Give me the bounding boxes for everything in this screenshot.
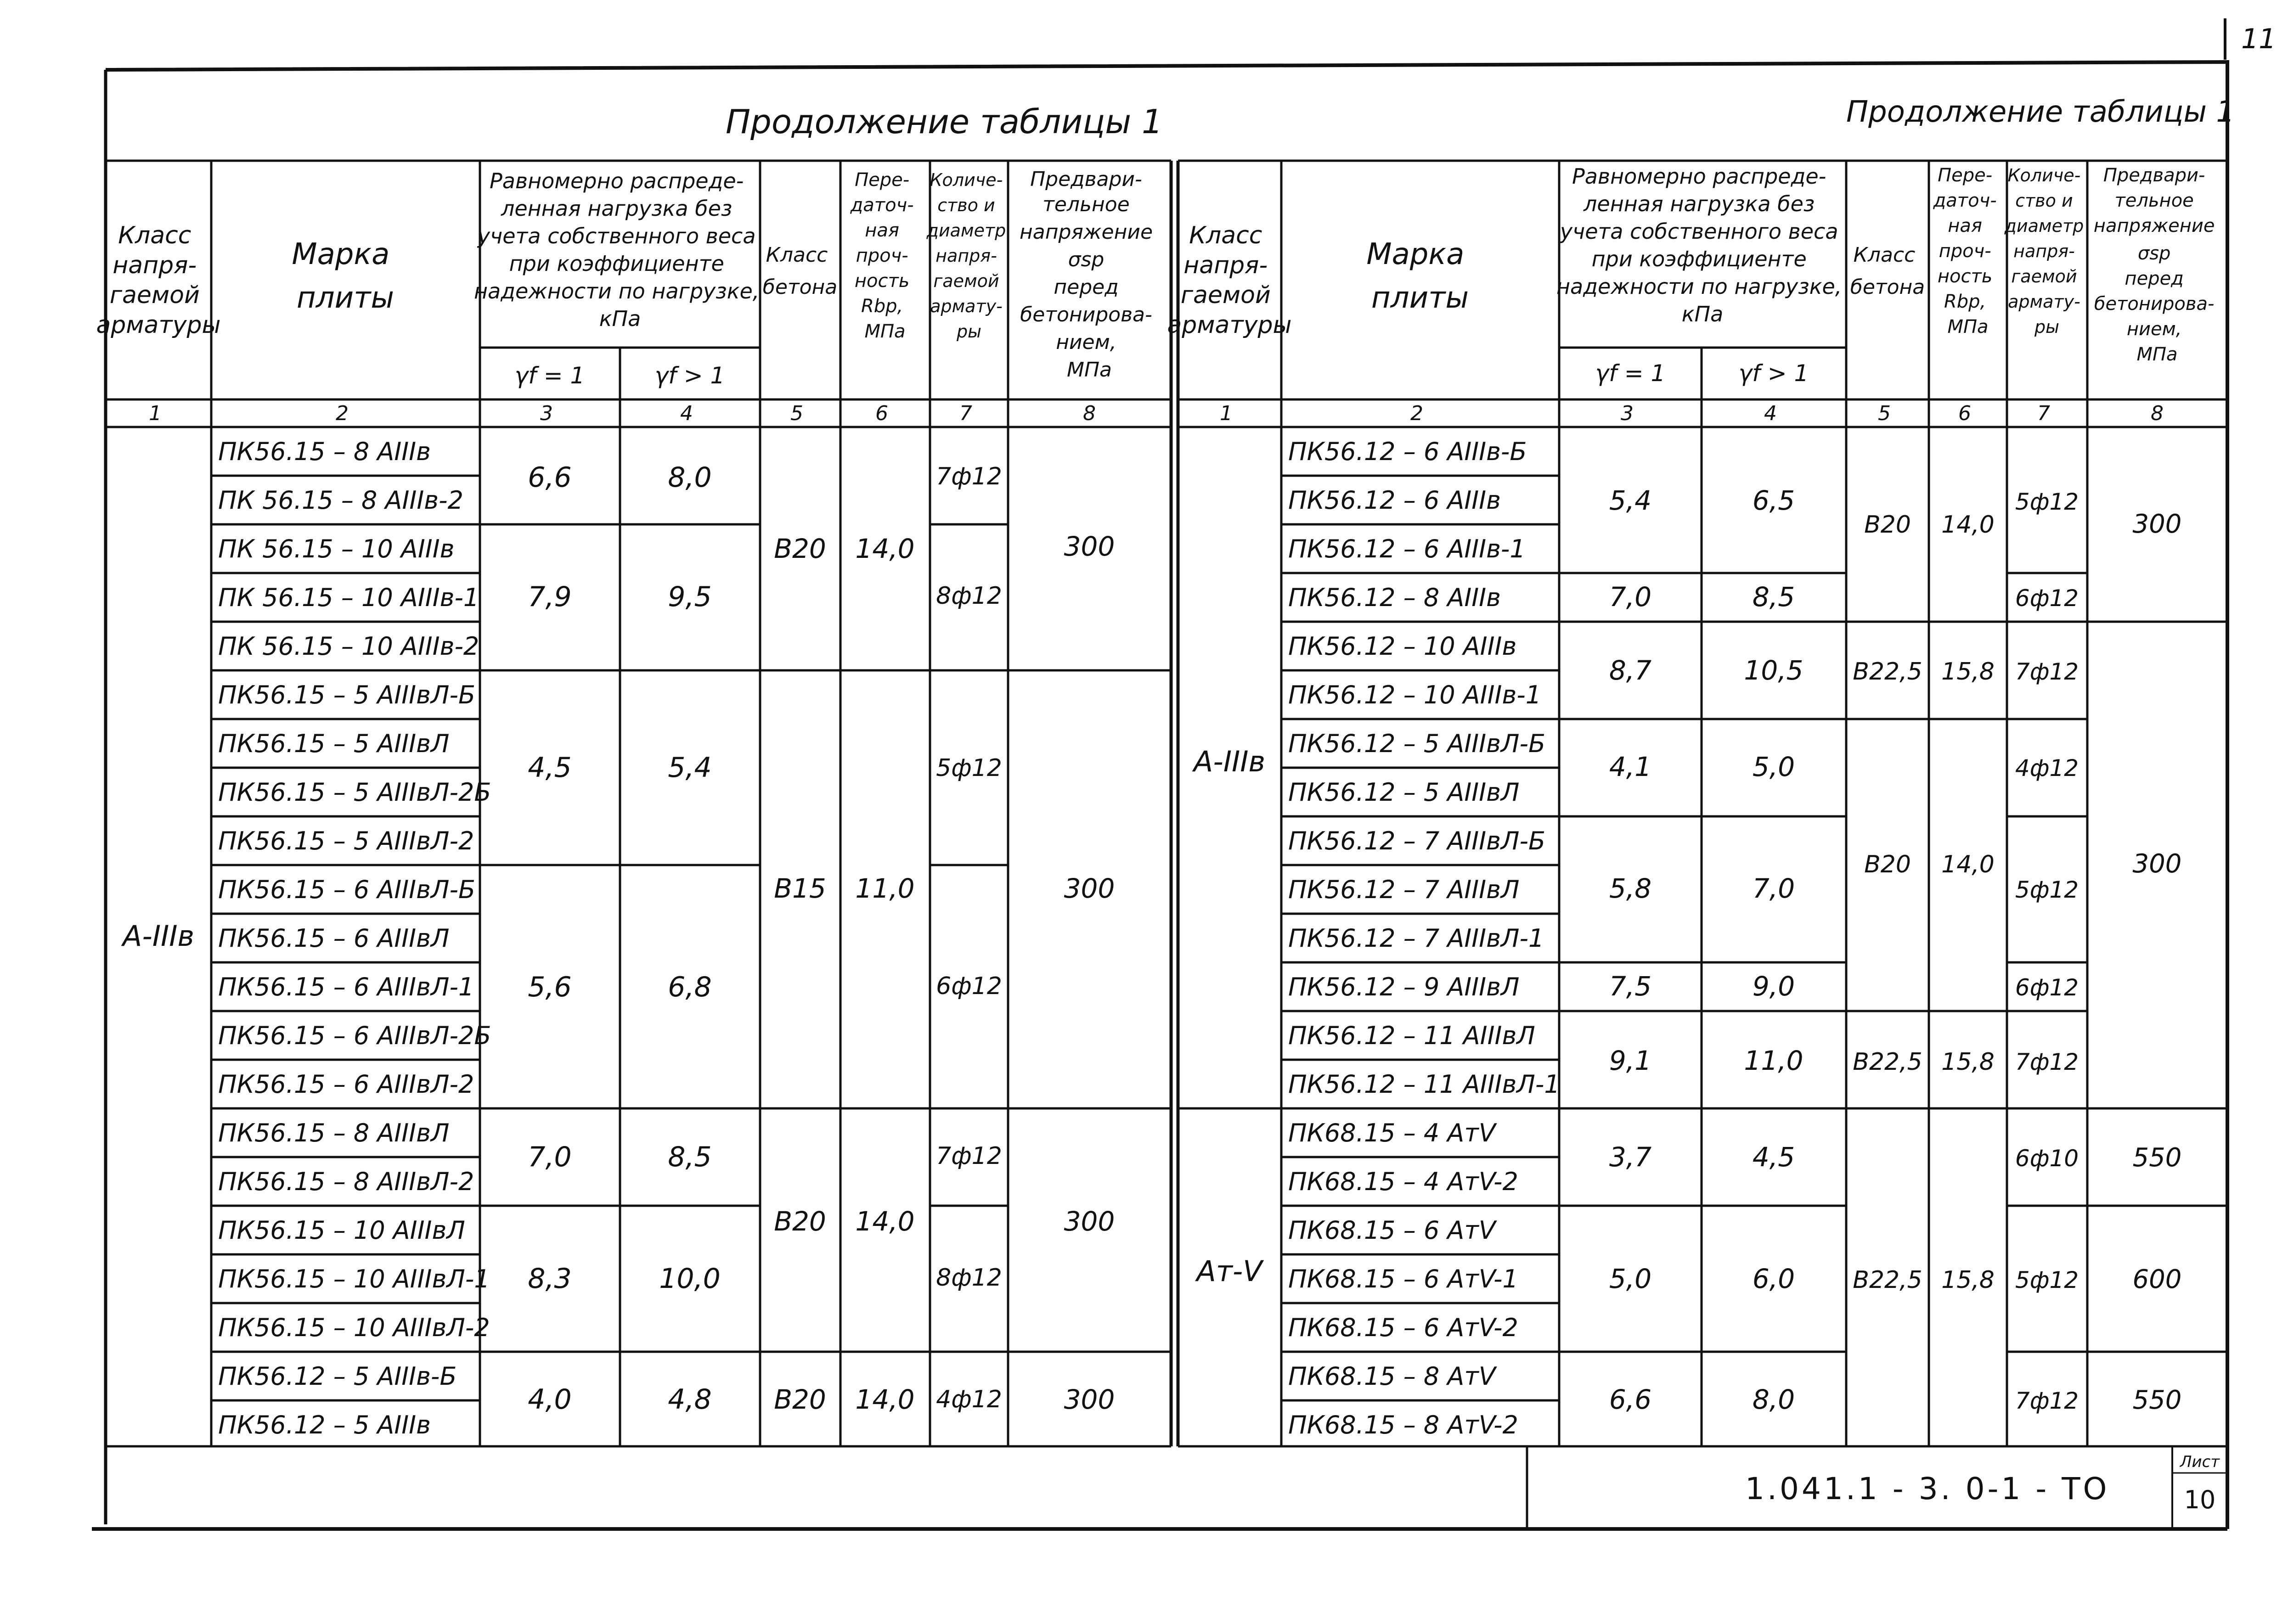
hdr-stress-line: перед: [1054, 275, 1119, 299]
hdr-strength-line: Rbp,: [861, 296, 903, 317]
load-g1-cell: 5,0: [1609, 1263, 1652, 1294]
svg-text:Равномерно распреде- лен: [1556, 164, 1848, 326]
mark-cell: ПК56.15 – 8 АIIIвЛ: [218, 1118, 450, 1147]
load-g2-cell: 5,0: [1752, 751, 1795, 782]
concrete-cell: В20: [1864, 511, 1911, 539]
col-num: 1: [149, 402, 162, 425]
mark-cell: ПК56.15 – 6 АIIIвЛ-1: [218, 972, 474, 1001]
mark-cell: ПК 56.15 – 10 АIIIв: [218, 534, 455, 563]
stress-cell: 300: [1064, 1384, 1115, 1415]
rebar-cell: 7ф12: [2015, 1388, 2079, 1414]
hdr-gamma-1: γf = 1: [514, 362, 585, 389]
strength-cell: 14,0: [855, 533, 915, 564]
concrete-cell: В22,5: [1853, 1048, 1922, 1076]
hdr-strength-line: даточ-: [850, 195, 914, 216]
strength-cell: 14,0: [1941, 511, 1995, 539]
rebar-cell: 6ф12: [2015, 974, 2079, 1001]
mark-cell: ПК68.15 – 4 АтV: [1288, 1118, 1496, 1147]
col-num: 8: [2151, 402, 2164, 425]
mark-cell: ПК68.15 – 6 АтV: [1288, 1216, 1496, 1245]
concrete-cell: В22,5: [1853, 658, 1922, 686]
rebar-cell: 6ф10: [2015, 1145, 2079, 1172]
load-g2-cell: 6,0: [1752, 1263, 1795, 1294]
hdr-gamma-gt1: γf > 1: [654, 362, 725, 389]
mark-cell: ПК56.12 – 10 АIIIв-1: [1288, 680, 1542, 709]
mark-cell: ПК56.12 – 5 АIIIвЛ-Б: [1288, 729, 1546, 758]
svg-text:Класс напря- гаемо: [96, 222, 220, 339]
hdr-strength-line: ная: [865, 220, 900, 241]
stress-cell: 300: [1064, 873, 1115, 904]
hdr-rebar-line: диаметр: [926, 220, 1006, 241]
hdr-gamma-gt1: γf > 1: [1738, 360, 1809, 387]
load-g1-cell: 6,6: [1609, 1384, 1652, 1415]
title-block: [1527, 1446, 2227, 1529]
concrete-cell: В20: [774, 1206, 826, 1237]
col-num: 4: [680, 402, 693, 425]
svg-text:ПК56.12 – 6 АIIIв-Б ПК56: [1288, 437, 1568, 1439]
svg-text:1 2 3 4: [149, 402, 1096, 425]
hdr-load-line: при коэффициенте: [509, 251, 724, 276]
hdr-rebar-line: армату-: [930, 296, 1003, 316]
sheet-label: Лист: [2180, 1453, 2220, 1471]
svg-text:Марка плиты: [292, 237, 399, 315]
svg-text:Марка плиты: [1366, 237, 1473, 315]
col-num: 6: [1958, 402, 1971, 425]
load-g2-cell: 11,0: [1744, 1045, 1803, 1076]
strength-cell: 15,8: [1941, 1266, 1995, 1294]
mark-cell: ПК56.12 – 5 АIIIвЛ: [1288, 778, 1520, 807]
svg-text:Количе- ство и диа: [2004, 165, 2090, 337]
hdr-mark-line: плиты: [1371, 281, 1469, 315]
load-g2-cell: 6,8: [668, 971, 712, 1003]
rebar-cell: 5ф12: [2015, 877, 2079, 903]
load-g1-cell: 6,6: [528, 461, 572, 494]
hdr-rebar-line: ство и: [2015, 191, 2073, 211]
hdr-stress-line: бетонирова-: [1020, 303, 1152, 326]
hdr-strength-line: ность: [1937, 266, 1993, 287]
rebar-cell: 4ф12: [2015, 755, 2079, 781]
stress-cell: 300: [1064, 531, 1115, 562]
mark-cell: ПК56.12 – 5 АIIIв-Б: [218, 1362, 457, 1391]
hdr-strength-line: МПа: [864, 321, 906, 342]
hdr-stress-line: Предвари-: [1030, 168, 1142, 191]
hdr-load-line: при коэффициенте: [1591, 247, 1807, 271]
col-num: 2: [1410, 402, 1423, 425]
mark-cell: ПК56.12 – 6 АIIIв-1: [1288, 534, 1526, 563]
hdr-stress-line: нием,: [2126, 319, 2182, 340]
continuation-title-left: Продолжение таблицы 1: [726, 102, 1163, 141]
svg-text:Предвари- тельное: [1020, 168, 1159, 382]
hdr-concrete-line: Класс: [766, 243, 828, 267]
rebar-cell: 7ф12: [2015, 658, 2079, 685]
hdr-stress-line: МПа: [2136, 344, 2178, 365]
hdr-stress-line: σsp: [1068, 248, 1105, 271]
hdr-class-line: напря-: [113, 252, 197, 279]
hdr-load-line: ленная нагрузка без: [1584, 191, 1815, 216]
mark-cell: ПК56.15 – 6 АIIIвЛ-2: [218, 1070, 474, 1099]
hdr-class-line: гаемой: [1180, 281, 1271, 309]
hdr-rebar-line: Количе-: [2007, 165, 2081, 185]
mark-cell: ПК68.15 – 8 АтV: [1288, 1362, 1496, 1391]
stress-cell: 300: [2132, 849, 2182, 879]
hdr-strength-line: Пере-: [1938, 165, 1993, 186]
load-g1-cell: 7,0: [528, 1141, 572, 1173]
svg-text:Класс бетона: [763, 243, 838, 299]
svg-text:ПК56.15 – 8 АIIIв ПК 56.: [218, 437, 499, 1439]
col-num: 1: [1220, 402, 1233, 425]
left-table-body: [121, 437, 1115, 1439]
load-g2-cell: 10,0: [659, 1263, 721, 1295]
mark-cell: ПК56.12 – 11 АIIIвЛ: [1288, 1021, 1535, 1050]
rebar-cell: 7ф12: [2015, 1049, 2079, 1075]
mark-cell: ПК56.12 – 9 АIIIвЛ: [1288, 972, 1520, 1001]
load-g1-cell: 5,4: [1609, 485, 1652, 516]
col-num: 3: [540, 402, 553, 425]
rebar-cell: 6ф12: [2015, 585, 2079, 612]
document-code: 1.041.1 - 3. 0-1 - ТО: [1745, 1471, 2110, 1506]
mark-cell: ПК56.12 – 7 АIIIвЛ-Б: [1288, 826, 1546, 855]
load-g1-cell: 4,1: [1609, 751, 1652, 782]
col-num: 8: [1083, 402, 1096, 425]
hdr-load-line: надежности по нагрузке,: [473, 279, 760, 303]
hdr-rebar-line: ры: [2034, 317, 2060, 337]
col-num: 7: [2037, 402, 2050, 425]
mark-cell: ПК56.12 – 11 АIIIвЛ-1: [1288, 1070, 1560, 1099]
load-g2-cell: 5,4: [668, 752, 712, 784]
stress-cell: 300: [1064, 1206, 1115, 1237]
hdr-rebar-line: напря-: [935, 246, 997, 266]
rebar-cell: 4ф12: [936, 1386, 1002, 1413]
hdr-strength-line: ность: [854, 270, 910, 292]
hdr-rebar-line: напря-: [2013, 241, 2075, 261]
svg-text:Количе- ство и диа: [926, 170, 1012, 342]
load-g2-cell: 10,5: [1744, 655, 1803, 686]
load-g1-cell: 3,7: [1609, 1141, 1652, 1173]
mark-cell: ПК56.15 – 8 АIIIв: [218, 437, 431, 466]
load-g2-cell: 8,5: [668, 1141, 712, 1173]
svg-text:Равномерно распреде- лен: [474, 169, 766, 331]
mark-cell: ПК56.15 – 6 АIIIвЛ-2Б: [218, 1021, 491, 1050]
hdr-stress-line: МПа: [1066, 358, 1112, 382]
hdr-mark-line: Марка: [1366, 237, 1465, 271]
mark-cell: ПК56.15 – 6 АIIIвЛ-Б: [218, 875, 476, 904]
mark-cell: ПК56.15 – 5 АIIIвЛ: [218, 729, 450, 758]
mark-cell: ПК56.15 – 5 АIIIвЛ-2: [218, 826, 474, 855]
hdr-load-line: кПа: [1681, 302, 1724, 326]
svg-text:Класс напря- гаемо: [1167, 222, 1291, 339]
hdr-strength-line: Пере-: [855, 169, 910, 191]
hdr-stress-line: перед: [2125, 268, 2184, 289]
load-g2-cell: 8,0: [668, 461, 712, 494]
col-num: 6: [875, 402, 888, 425]
load-g2-cell: 7,0: [1752, 873, 1795, 904]
load-g2-cell: 8,5: [1752, 581, 1795, 613]
mark-cell: ПК56.12 – 10 АIIIв: [1288, 632, 1517, 661]
strength-cell: 15,8: [1941, 1048, 1995, 1076]
sheet-number: 10: [2184, 1485, 2216, 1514]
load-g2-cell: 9,5: [668, 581, 712, 613]
rebar-class-cell: А-IIIв: [1193, 745, 1266, 778]
hdr-load-line: кПа: [599, 306, 641, 331]
hdr-concrete-line: Класс: [1853, 243, 1916, 267]
hdr-class-line: гаемой: [109, 281, 200, 309]
rebar-cell: 5ф12: [936, 754, 1002, 782]
hdr-rebar-line: ство и: [937, 195, 995, 215]
concrete-cell: В22,5: [1853, 1266, 1922, 1294]
hdr-strength-line: даточ-: [1933, 190, 1997, 211]
load-g1-cell: 5,8: [1609, 873, 1652, 904]
stress-cell: 550: [2132, 1143, 2182, 1173]
hdr-class-line: арматуры: [96, 311, 221, 339]
load-g1-cell: 7,0: [1609, 581, 1652, 613]
hdr-stress-line: Предвари-: [2103, 165, 2205, 186]
load-g2-cell: 6,5: [1752, 485, 1795, 516]
mark-cell: ПК56.15 – 8 АIIIвЛ-2: [218, 1167, 474, 1196]
hdr-load-line: учета собственного веса: [477, 224, 756, 248]
rebar-cell: 8ф12: [936, 582, 1002, 610]
mark-cell: ПК68.15 – 8 АтV-2: [1288, 1410, 1518, 1439]
load-g1-cell: 7,9: [528, 581, 572, 613]
hdr-stress-line: σsp: [2137, 243, 2171, 264]
hdr-rebar-line: гаемой: [2011, 266, 2077, 287]
concrete-cell: В20: [774, 533, 826, 564]
concrete-cell: В20: [774, 1384, 826, 1415]
mark-cell: ПК 56.15 – 10 АIIIв-2: [218, 632, 479, 661]
load-g1-cell: 5,6: [528, 971, 572, 1003]
concrete-cell: В15: [774, 873, 826, 904]
svg-text:Пере- даточ- ная: [1933, 165, 2003, 337]
svg-text:Предвари- тельное: [2094, 165, 2220, 365]
mark-cell: ПК56.15 – 10 АIIIвЛ: [218, 1216, 465, 1245]
hdr-stress-line: напряжение: [2093, 215, 2215, 236]
hdr-load-line: надежности по нагрузке,: [1556, 274, 1842, 299]
stress-cell: 550: [2132, 1385, 2182, 1415]
corner-page-number: 11: [2241, 23, 2277, 55]
hdr-strength-line: проч-: [1939, 241, 1991, 262]
hdr-concrete-line: бетона: [1850, 275, 1925, 299]
mark-cell: ПК56.15 – 10 АIIIвЛ-1: [218, 1264, 490, 1293]
hdr-stress-line: нием,: [1056, 331, 1116, 354]
col-num: 2: [336, 402, 349, 425]
load-g1-cell: 4,5: [528, 752, 572, 784]
hdr-stress-line: бетонирова-: [2094, 293, 2215, 315]
load-g2-cell: 4,8: [668, 1383, 712, 1416]
hdr-rebar-line: армату-: [2008, 292, 2080, 312]
hdr-concrete-line: бетона: [762, 275, 838, 299]
svg-text:1 2 3 4: [1220, 402, 2164, 425]
col-num: 4: [1764, 402, 1777, 425]
hdr-strength-line: Rbp,: [1944, 291, 1986, 312]
hdr-load-line: ленная нагрузка без: [501, 196, 733, 221]
svg-text:Класс бетона: [1850, 243, 1925, 299]
mark-cell: ПК68.15 – 6 АтV-2: [1288, 1313, 1518, 1342]
mark-cell: ПК 56.15 – 10 АIIIв-1: [218, 583, 479, 612]
load-g1-cell: 4,0: [528, 1383, 572, 1416]
col-num: 5: [790, 402, 803, 425]
load-g1-cell: 9,1: [1609, 1045, 1652, 1076]
right-table-body: [1192, 437, 2182, 1439]
load-g2-cell: 4,5: [1752, 1141, 1795, 1173]
mark-cell: ПК56.12 – 8 АIIIв: [1288, 583, 1501, 612]
hdr-load-line: учета собственного веса: [1560, 219, 1838, 244]
hdr-class-line: Класс: [1189, 222, 1262, 249]
load-g2-cell: 9,0: [1752, 971, 1795, 1002]
rebar-cell: 5ф12: [2015, 1267, 2079, 1293]
strength-cell: 11,0: [855, 873, 915, 904]
hdr-class-line: Класс: [118, 222, 192, 249]
mark-cell: ПК56.15 – 10 АIIIвЛ-2: [218, 1313, 490, 1342]
continuation-title-right: Продолжение таблицы 1: [1846, 95, 2235, 129]
hdr-rebar-line: диаметр: [2004, 216, 2084, 236]
rebar-class-cell: Ат-V: [1196, 1254, 1262, 1288]
rebar-cell: 7ф12: [936, 463, 1002, 490]
hdr-stress-line: напряжение: [1019, 220, 1153, 244]
strength-cell: 14,0: [1941, 851, 1995, 878]
strength-cell: 14,0: [855, 1206, 915, 1237]
mark-cell: ПК68.15 – 4 АтV-2: [1288, 1167, 1518, 1196]
mark-cell: ПК 56.15 – 8 АIIIв-2: [218, 486, 463, 515]
hdr-rebar-line: гаемой: [933, 271, 999, 291]
mark-cell: ПК56.15 – 5 АIIIвЛ-Б: [218, 680, 476, 709]
hdr-class-line: арматуры: [1167, 311, 1292, 339]
mark-cell: ПК56.12 – 5 АIIIв: [218, 1410, 431, 1439]
hdr-strength-line: проч-: [856, 245, 908, 266]
mark-cell: ПК56.15 – 5 АIIIвЛ-2Б: [218, 778, 491, 807]
hdr-mark-line: Марка: [292, 237, 390, 271]
hdr-gamma-1: γf = 1: [1595, 360, 1666, 387]
concrete-cell: В20: [1864, 851, 1911, 878]
rebar-cell: 8ф12: [936, 1264, 1002, 1292]
mark-cell: ПК56.12 – 7 АIIIвЛ: [1288, 875, 1520, 904]
left-header: [96, 168, 1159, 425]
hdr-strength-line: ная: [1948, 215, 1983, 236]
load-g1-cell: 7,5: [1609, 971, 1652, 1002]
hdr-stress-line: тельное: [2114, 190, 2194, 211]
strength-cell: 15,8: [1941, 658, 1995, 686]
hdr-rebar-line: Количе-: [930, 170, 1003, 190]
strength-cell: 14,0: [855, 1384, 915, 1415]
stress-cell: 600: [2132, 1264, 2182, 1294]
right-header: [1167, 164, 2220, 425]
hdr-rebar-line: ры: [956, 321, 982, 342]
col-num: 7: [959, 402, 972, 425]
hdr-load-line: Равномерно распреде-: [1572, 164, 1826, 189]
hdr-stress-line: тельное: [1043, 193, 1130, 216]
hdr-strength-line: МПа: [1947, 316, 1989, 337]
hdr-load-line: Равномерно распреде-: [490, 169, 744, 193]
load-g1-cell: 8,7: [1609, 655, 1652, 686]
load-g1-cell: 8,3: [528, 1263, 572, 1295]
svg-text:Пере- даточ- ная: [850, 169, 920, 342]
rebar-cell: 7ф12: [936, 1142, 1002, 1170]
mark-cell: ПК56.12 – 6 АIIIв: [1288, 486, 1501, 515]
hdr-class-line: напря-: [1183, 252, 1268, 279]
mark-cell: ПК68.15 – 6 АтV-1: [1288, 1264, 1518, 1293]
stress-cell: 300: [2132, 509, 2182, 539]
rebar-cell: 5ф12: [2015, 489, 2079, 515]
hdr-mark-line: плиты: [296, 281, 394, 315]
col-num: 5: [1878, 402, 1891, 425]
load-g2-cell: 8,0: [1752, 1384, 1795, 1415]
mark-cell: ПК56.12 – 7 АIIIвЛ-1: [1288, 924, 1544, 953]
rebar-cell: 6ф12: [936, 972, 1002, 1000]
mark-cell: ПК56.12 – 6 АIIIв-Б: [1288, 437, 1527, 466]
mark-cell: ПК56.15 – 6 АIIIвЛ: [218, 924, 450, 953]
rebar-class-cell: А-IIIв: [122, 919, 195, 953]
col-num: 3: [1621, 402, 1634, 425]
